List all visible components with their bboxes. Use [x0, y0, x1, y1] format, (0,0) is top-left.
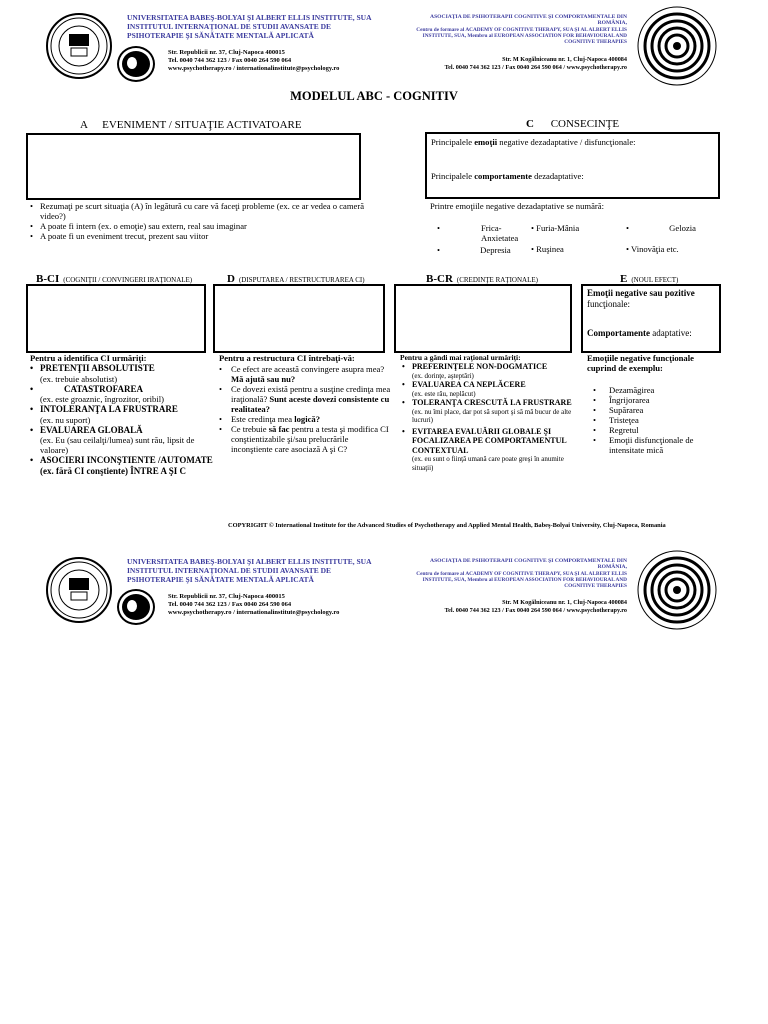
- bci-item-head: ASOCIERI INCONŞTIENTE /AUTOMATE (ex. fără CI conştiente) ÎNTRE A ŞI C: [40, 455, 213, 476]
- d-question-text: Este credinţa mea: [231, 414, 295, 424]
- right-header-sub: Centru de formare al ACADEMY OF COGNITIVE THERAPY, SUA ŞI AL ALBERT ELLIS INSTITUTE, SUA, Membru al EUROPEAN ASSOCIATION FOR BEHAVIOURAL AND COGNITIVE THERAPIES: [416, 26, 627, 46]
- section-d-list: [219, 364, 391, 454]
- section-d-input-box[interactable]: [213, 284, 385, 353]
- right-address-phone: Tel. 0040 744 362 123 / Fax 0040 264 590 064 / www.psychotherapy.ro: [444, 64, 627, 71]
- right-header-text: [405, 14, 627, 45]
- section-bcr-intro: Pentru a gândi mai raţional urmăriţi:: [400, 353, 521, 362]
- section-c-behav-bold: comportamente: [474, 171, 532, 181]
- section-c-behav-post: dezadaptative:: [531, 171, 584, 181]
- bcr-item-head: PREFERINŢELE NON-DOGMATICE: [412, 362, 548, 371]
- bci-item: [30, 455, 215, 476]
- bci-item: [30, 363, 215, 384]
- section-e-emotions-bold: Emoţii negative sau pozitive: [587, 288, 695, 298]
- bcr-item: [402, 427, 574, 473]
- bci-item-head: PRETENŢII ABSOLUTISTE: [40, 363, 155, 373]
- e-item: • Tristeţea: [593, 415, 723, 425]
- copyright-notice: COPYRIGHT © International Institute for the Advanced Studies of Psychotherapy and Applied Mental Health, Babeş-Bolyai University, Cluj-Napoca, Romania: [228, 522, 666, 529]
- bcr-item-head: TOLERANŢA CRESCUTĂ LA FRUSTRARE: [412, 398, 572, 407]
- emotion-label: Ruşinea: [536, 244, 564, 254]
- bci-item: [30, 404, 215, 425]
- section-e-emotions-prompt: [587, 288, 719, 309]
- emotion-item: • Ruşinea: [531, 244, 564, 254]
- emotion-label: Gelozia: [669, 223, 696, 233]
- right-address-street: Str. M Kogălniceanu nr. 1, Cluj-Napoca 400084: [502, 56, 627, 63]
- right-header-text: [405, 558, 627, 589]
- association-spiral-logo: [636, 549, 718, 631]
- section-bci-letter: B-CI: [36, 273, 60, 285]
- page-title: MODELUL ABC - COGNITIV: [290, 89, 458, 103]
- association-spiral-logo: [636, 5, 718, 87]
- section-e-behav-bold: Comportamente: [587, 328, 650, 338]
- emotion-label: Furia-Mânia: [536, 223, 580, 233]
- emotion-label: Frica-Anxietatea: [481, 223, 519, 243]
- left-address-street: Str. Republicii nr. 37, Cluj-Napoca 400015: [168, 49, 285, 56]
- bci-item-sub: (ex. trebuie absolutist): [40, 373, 118, 384]
- d-question: [219, 414, 391, 424]
- right-address-phone: Tel. 0040 744 362 123 / Fax 0040 264 590 064 / www.psychotherapy.ro: [444, 607, 627, 614]
- left-address-street: Str. Republicii nr. 37, Cluj-Napoca 400015: [168, 593, 285, 600]
- institute-logo-icon: [120, 49, 152, 79]
- institute-logo-icon: [120, 592, 152, 622]
- university-seal-logo: [46, 13, 112, 79]
- section-a-label: EVENIMENT / SITUAŢIE ACTIVATOARE: [102, 119, 302, 131]
- section-a-bullets: [30, 201, 365, 241]
- right-address-street: Str. M Kogălniceanu nr. 1, Cluj-Napoca 400084: [502, 599, 627, 606]
- bcr-item: [402, 380, 574, 398]
- section-e-list: [593, 385, 723, 455]
- section-e-input-box[interactable]: [581, 284, 721, 353]
- d-question-bold: Sunt aceste dovezi consistente cu realitatea?: [231, 394, 390, 414]
- left-header-address: [168, 593, 388, 617]
- institute-small-logo: [117, 46, 155, 82]
- section-c-input-box[interactable]: [425, 132, 720, 199]
- bcr-item-sub: (ex. eu sunt o fiinţă umană care poate greşi în anumite situaţii): [412, 455, 564, 472]
- e-item: • Regretul: [593, 425, 723, 435]
- spiral-logo-icon: [636, 5, 718, 87]
- section-c-emotions-prompt: [431, 137, 636, 147]
- d-question: [219, 384, 391, 414]
- section-bcr-list: [402, 362, 574, 472]
- section-e-behav-rest: adaptative:: [649, 328, 692, 338]
- section-a-letter: A: [80, 119, 88, 131]
- d-question-bold: să fac: [268, 424, 290, 434]
- bcr-item: [402, 362, 574, 380]
- left-header-title: UNIVERSITATEA BABEŞ-BOLYAI ŞI ALBERT ELLIS INSTITUTE, SUA INSTITUTUL INTERNAŢIONAL DE STUDII AVANSATE DE PSIHOTERAPIE ŞI SĂNĂTATE MENTALĂ APLICATĂ: [127, 13, 372, 40]
- d-question-text: Ce dovezi există pentru a susţine credinţa mea iraţională?: [231, 384, 391, 404]
- d-question: [219, 424, 391, 454]
- bci-item-sub: (ex. Eu (sau ceilalţi/lumea) sunt rău, lipsit de valoare): [40, 435, 195, 455]
- section-c-list-intro: Printre emoţiile negative dezadaptative se numără:: [430, 201, 604, 211]
- emotion-label: Depresia: [480, 245, 511, 255]
- left-address-web: www.psychotherapy.ro / internationalinstitute@psychology.ro: [168, 65, 340, 72]
- right-header-title: ASOCIAŢIA DE PSIHOTERAPII COGNITIVE ŞI COMPORTAMENTALE DIN ROMÂNIA,: [430, 558, 627, 571]
- d-question-text: Ce efect are această convingere asupra mea?: [231, 364, 385, 374]
- bcr-item-sub: (ex. nu îmi place, dar pot să suport şi să mă bucur de alte lucruri): [412, 407, 572, 424]
- section-bcr-input-box[interactable]: [394, 284, 572, 353]
- bcr-item: [402, 398, 574, 425]
- section-a-input-box[interactable]: [26, 133, 361, 200]
- bci-item-sub: (ex. nu suport): [40, 414, 91, 425]
- d-question-bold: Mă ajută sau nu?: [231, 374, 296, 384]
- emotion-item: • Vinovăţia etc.: [626, 244, 679, 254]
- d-question-text: pentru a testa şi modifica CI conştientizabile şi/sau prelucrările inconştiente care asociază A şi C?: [231, 424, 389, 454]
- d-question: [219, 364, 391, 384]
- bcr-item-head: EVITAREA EVALUĂRII GLOBALE ŞI FOCALIZAREA PE COMPORTAMENTUL CONTEXTUAL: [412, 426, 567, 455]
- bcr-item-head: EVALUAREA CA NEPLĂCERE: [412, 380, 526, 389]
- section-e-emotions-rest: funcţionale:: [587, 298, 630, 309]
- emotion-item: • Gelozia: [626, 223, 696, 233]
- d-question-text: Ce trebuie: [231, 424, 269, 434]
- section-c-label: CONSECINŢE: [550, 118, 620, 130]
- bci-item-head: CATASTROFAREA: [64, 383, 144, 394]
- bcr-item-sub: (ex. este rău, neplăcut): [412, 389, 476, 398]
- section-e-intro: Emoţiile negative funcţionale cuprind de exemplu:: [587, 353, 694, 373]
- emotion-item: • Frica-Anxietatea: [437, 223, 519, 243]
- section-a-bullet: • A poate fi intern (ex. o emoţie) sau extern, real sau imaginar: [30, 221, 365, 231]
- emotion-label: Vinovăţia etc.: [631, 244, 679, 254]
- section-e-letter: E: [620, 273, 628, 285]
- section-d-letter: D: [227, 273, 235, 285]
- section-c-emotions-bold: emoţii: [474, 137, 498, 147]
- section-a-header: [80, 119, 302, 131]
- university-seal-icon: [49, 16, 109, 76]
- bci-item-head: EVALUAREA GLOBALĂ: [40, 424, 143, 435]
- emotion-item: • Furia-Mânia: [531, 223, 580, 233]
- spiral-logo-icon: [636, 549, 718, 631]
- right-header-address: [395, 56, 627, 72]
- section-c-emotions-pre: Principalele: [431, 137, 475, 147]
- emotion-item: • Depresia: [437, 245, 511, 255]
- section-bci-list: [30, 363, 215, 476]
- left-address-web: www.psychotherapy.ro / internationalinstitute@psychology.ro: [168, 609, 340, 616]
- section-bci-input-box[interactable]: [26, 284, 206, 353]
- section-e-behaviour-prompt: [587, 328, 692, 339]
- section-c-emotions-post: negative dezadaptative / disfuncţionale:: [497, 137, 636, 147]
- university-seal-icon: [49, 560, 109, 620]
- bci-item-head: INTOLERANŢA LA FRUSTRARE: [40, 404, 178, 414]
- section-c-behaviour-prompt: [431, 171, 584, 181]
- university-seal-logo: [46, 557, 112, 623]
- e-item: • Emoţii disfuncţionale de intensitate mică: [593, 435, 723, 455]
- right-header-address: [395, 599, 627, 615]
- section-bci-label: (COGNIŢII / CONVINGERI IRAŢIONALE): [63, 276, 193, 284]
- section-c-letter: C: [526, 118, 534, 130]
- left-header-title: UNIVERSITATEA BABEŞ-BOLYAI ŞI ALBERT ELLIS INSTITUTE, SUA INSTITUTUL INTERNAŢIONAL DE STUDII AVANSATE DE PSIHOTERAPIE ŞI SĂNĂTATE MENTALĂ APLICATĂ: [127, 557, 372, 584]
- section-bcr-letter: B-CR: [426, 273, 453, 285]
- e-item: • Îngrijorarea: [593, 395, 723, 405]
- left-address-phone: Tel. 0040 744 362 123 / Fax 0040 264 590 064: [168, 57, 292, 64]
- section-e-label: (NOUL EFECT): [631, 276, 679, 284]
- e-item: • Dezamăgirea: [593, 385, 723, 395]
- section-bci-intro: Pentru a identifica CI urmăriţi:: [30, 353, 147, 363]
- bci-item: [30, 425, 215, 456]
- section-d-intro: Pentru a restructura CI întrebaţi-vă:: [219, 353, 355, 363]
- section-a-bullet: • A poate fi un eveniment trecut, prezent sau viitor: [30, 231, 365, 241]
- bci-item: [30, 384, 215, 405]
- section-c-header: [526, 118, 619, 130]
- section-d-label: (DISPUTAREA / RESTRUCTURAREA CI): [238, 276, 365, 284]
- left-address-phone: Tel. 0040 744 362 123 / Fax 0040 264 590 064: [168, 601, 292, 608]
- institute-small-logo: [117, 589, 155, 625]
- right-header-sub: Centru de formare al ACADEMY OF COGNITIVE THERAPY, SUA ŞI AL ALBERT ELLIS INSTITUTE, SUA, Membru al EUROPEAN ASSOCIATION FOR BEHAVIOURAL AND COGNITIVE THERAPIES: [416, 570, 627, 590]
- left-header-address: [168, 49, 388, 73]
- bcr-item-sub: (ex. dorinţe, aşteptări): [412, 371, 474, 380]
- right-header-title: ASOCIAŢIA DE PSIHOTERAPII COGNITIVE ŞI COMPORTAMENTALE DIN ROMÂNIA,: [430, 14, 627, 27]
- section-a-bullet: • Rezumaţi pe scurt situaţia (A) în legătură cu care vă faceţi probleme (ex. ce ar vedea o cameră video?): [30, 201, 365, 221]
- e-item: • Supărarea: [593, 405, 723, 415]
- section-bcr-label: (CREDINŢE RAŢIONALE): [456, 276, 538, 284]
- d-question-bold: logică?: [294, 414, 321, 424]
- bci-item-sub: (ex. este groaznic, îngrozitor, oribil): [40, 394, 164, 404]
- section-c-behav-pre: Principalele: [431, 171, 475, 181]
